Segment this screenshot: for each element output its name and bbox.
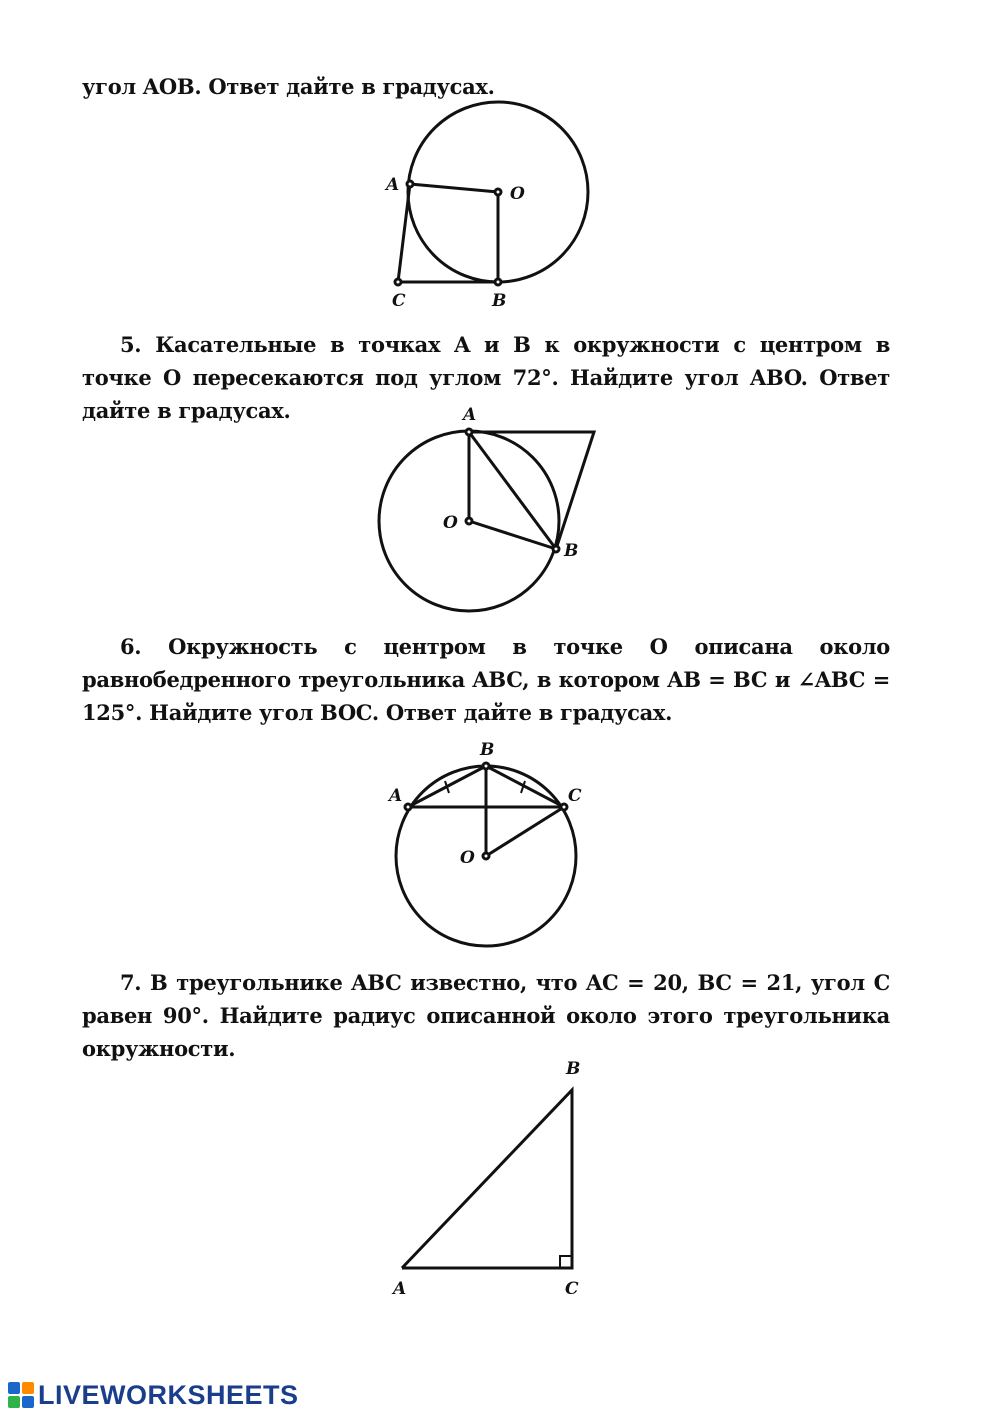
figure-7 [402, 1090, 572, 1268]
figure-5 [379, 429, 594, 611]
figure-6 [396, 763, 576, 946]
fig7-triangle [402, 1090, 572, 1268]
fig4-label-A: A [386, 175, 400, 195]
fig6-side-BC [486, 766, 564, 807]
fig6-label-C: C [568, 786, 582, 806]
fig6-label-O: O [460, 848, 475, 868]
fig6-point-O [483, 853, 489, 859]
liveworksheets-logo[interactable] [8, 1380, 299, 1410]
fig4-point-O [495, 189, 501, 195]
problem-7-text: 7. В треугольнике ABC известно, что AC = 20, BC = 21, угол C равен 90°. Найдите радиус описанной около этого треугольника окружности. [82, 970, 890, 1061]
fig4-point-A [407, 181, 413, 187]
fig7-right-angle-mark [560, 1256, 572, 1268]
fig4-point-B [495, 279, 501, 285]
fig5-chord-AB [469, 432, 556, 549]
fig6-point-A [405, 804, 411, 810]
fig5-label-O: O [443, 513, 458, 533]
fig5-point-B [553, 546, 559, 552]
fig6-point-C [561, 804, 567, 810]
fig5-label-B: B [564, 541, 579, 561]
fig5-radius-OB [469, 521, 556, 549]
fig7-label-C: C [565, 1279, 579, 1299]
fig7-label-A: A [393, 1279, 407, 1299]
fig4-label-C: C [392, 291, 406, 311]
fig5-label-A: A [463, 405, 477, 425]
problem-6-text: 6. Окружность с центром в точке O описана около равнобедренного треугольника ABC, в котором AB = BC и ∠ABC = 125°. Найдите угол BOC. Ответ дайте в градусах. [82, 634, 890, 725]
fig6-radius-OC [486, 807, 564, 856]
fig4-label-B: B [492, 291, 507, 311]
logo-text: LIVEWORKSHEETS [38, 1379, 299, 1410]
fig4-label-O: O [510, 184, 525, 204]
problem-5-text: 5. Касательные в точках A и B к окружности с центром в точке O пересекаются под углом 72°. Найдите угол ABO. Ответ дайте в градусах. [82, 332, 890, 423]
figure-4 [395, 102, 588, 285]
problem-4-tail: угол AOB. Ответ дайте в градусах. [82, 74, 495, 99]
fig4-point-C [395, 279, 401, 285]
logo-icon [8, 1382, 34, 1408]
fig6-label-B: B [480, 740, 495, 760]
fig5-tangents [469, 432, 594, 549]
fig6-point-B [483, 763, 489, 769]
fig5-point-O [466, 518, 472, 524]
fig7-label-B: B [566, 1059, 581, 1079]
fig5-point-A [466, 429, 472, 435]
fig6-label-A: A [389, 786, 403, 806]
